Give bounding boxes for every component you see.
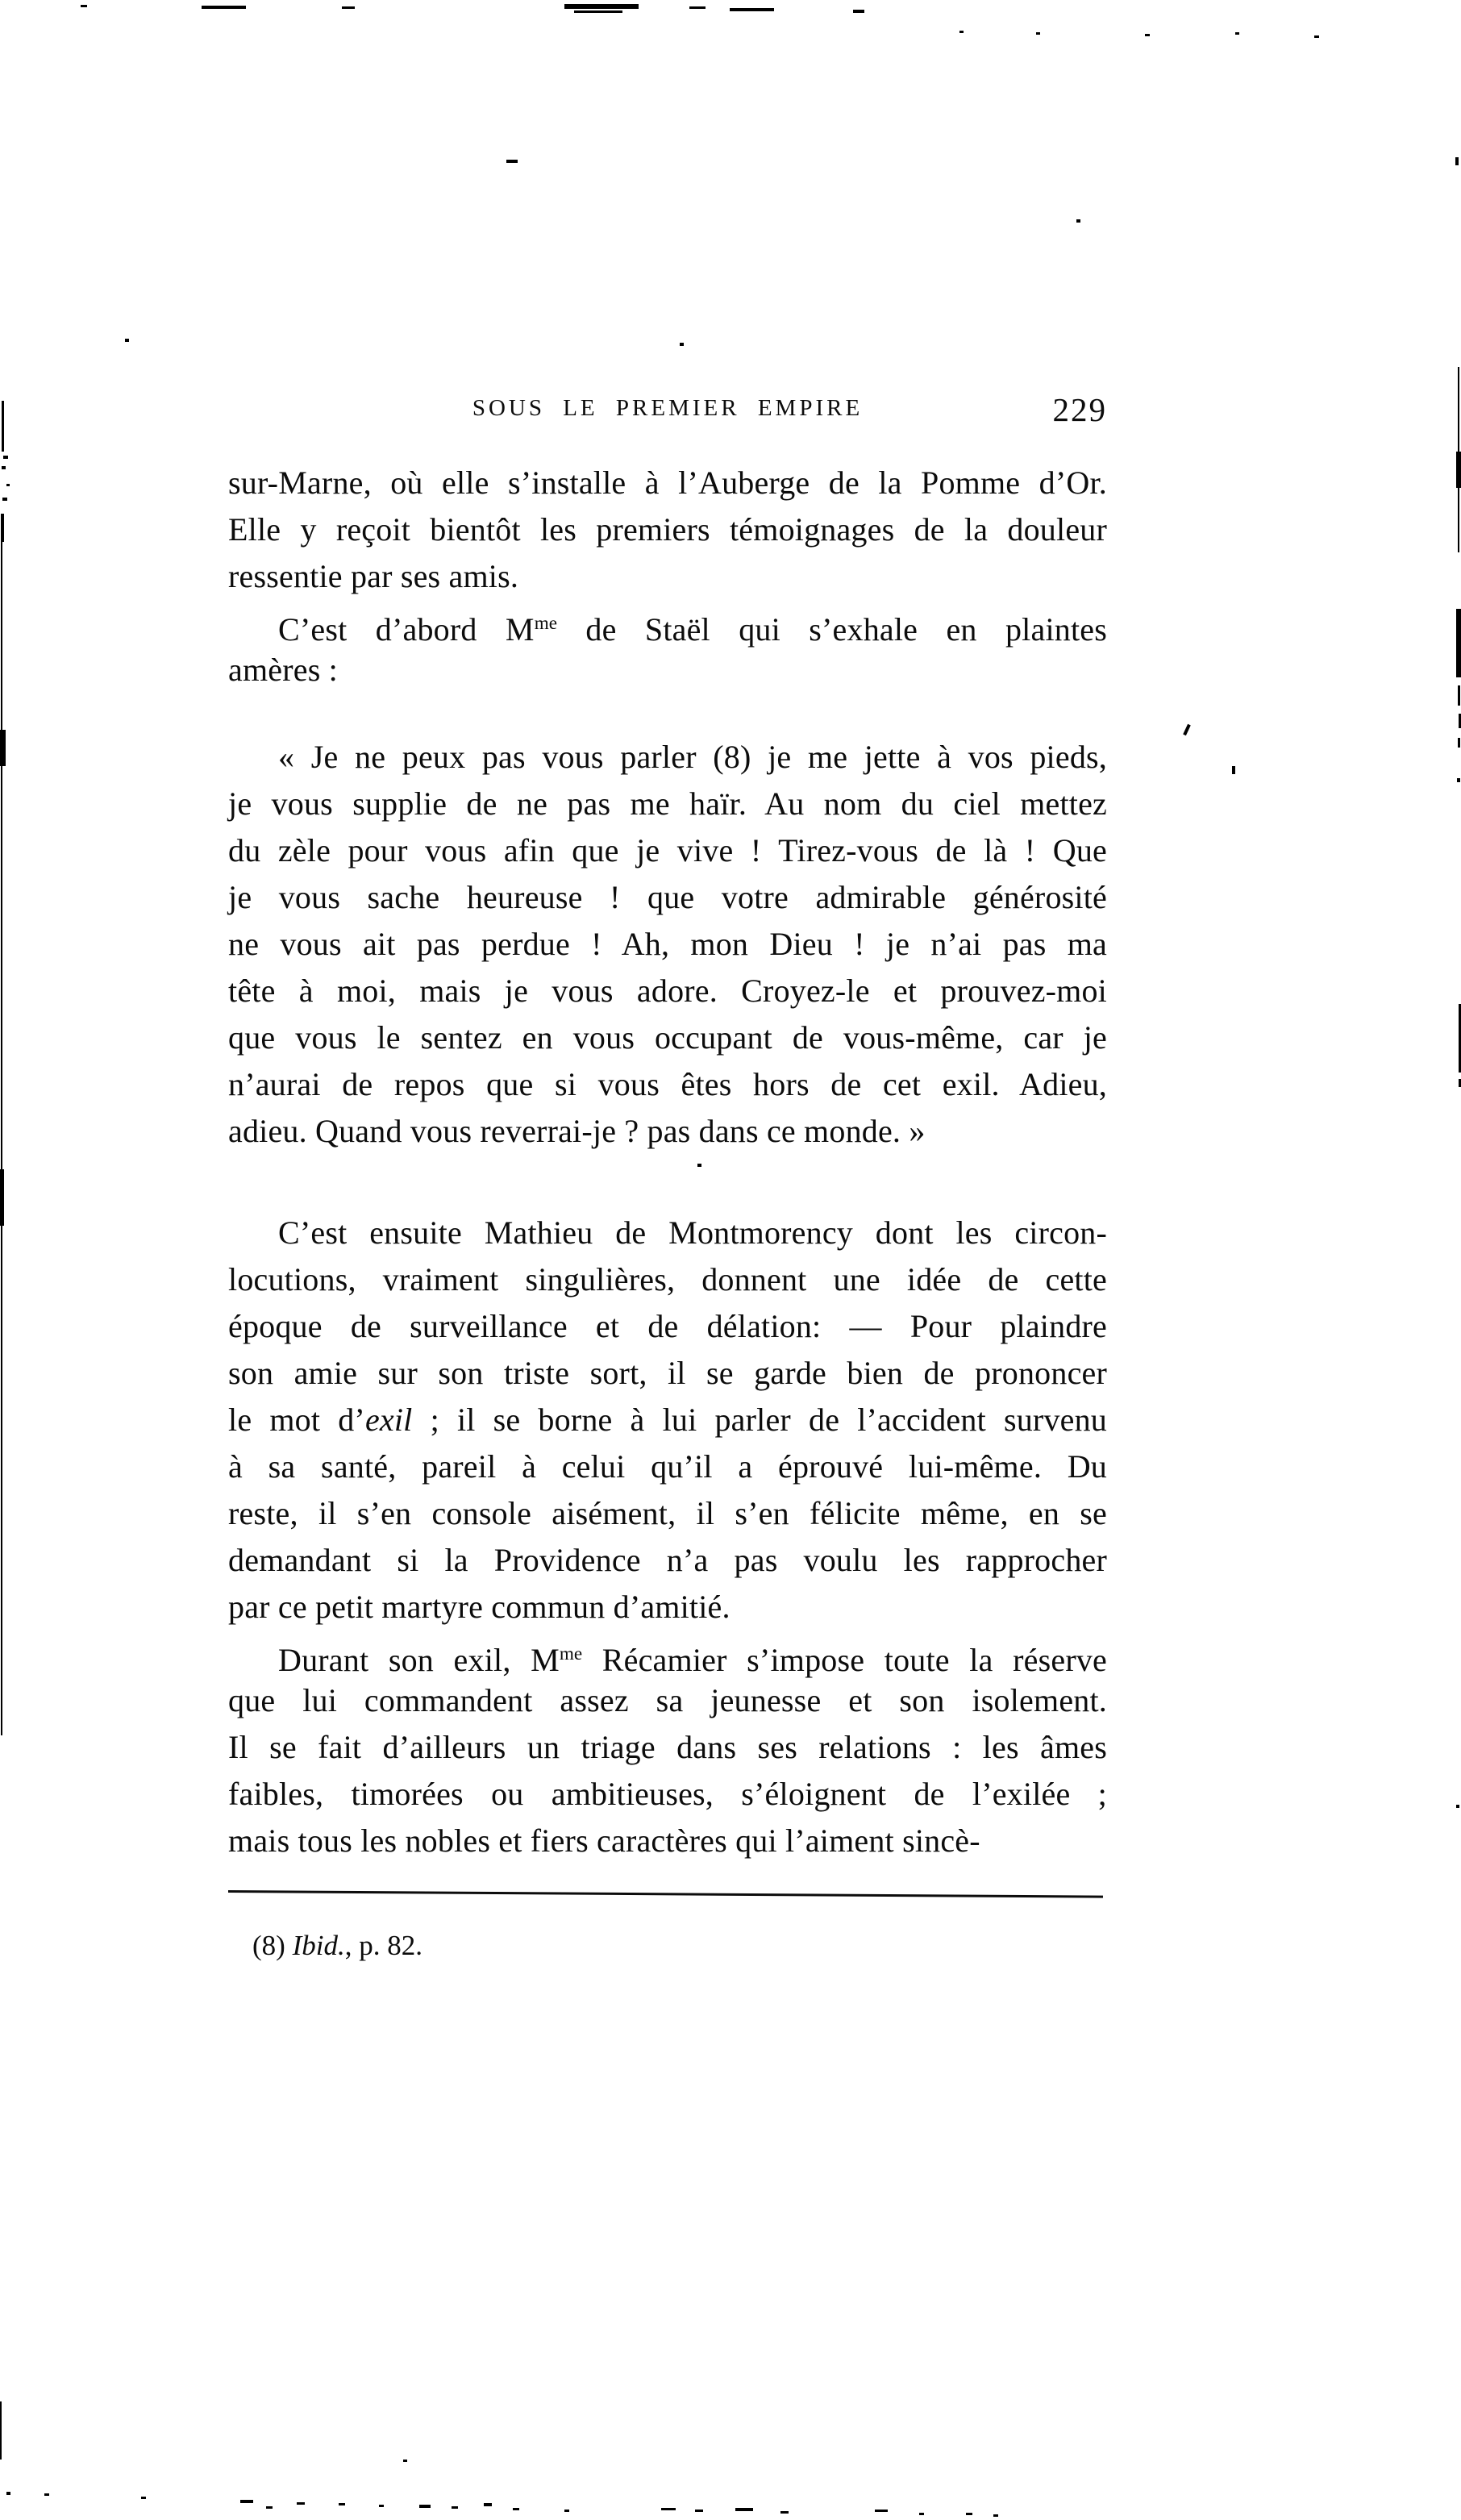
scan-artifact [0,2401,2,2460]
body-text [228,460,1107,1864]
scan-artifact [240,2500,253,2503]
text-line: locutions, vraiment singulières, donnent une idée de cette [228,1261,1107,1297]
scan-artifact [506,160,518,163]
text-line: époque de surveillance et de délation: — Pour plaindre [228,1308,1107,1344]
scan-artifact [342,6,355,9]
text-line: ne vous ait pas perdue ! Ah, mon Dieu ! je n’ai pas ma [228,926,1107,962]
page-header [228,391,1107,429]
scan-artifact [680,343,684,346]
scan-artifact [695,2510,703,2512]
scan-artifact [419,2505,431,2508]
text-line: faibles, timorées ou ambitieuses, s’éloignent de l’exilée ; [228,1776,1107,1812]
text-line: amères : [228,652,338,688]
scan-artifact [6,484,10,486]
text-line: ressentie par ses amis. [228,558,519,594]
scan-artifact [513,2508,519,2510]
scan-artifact [1457,778,1460,782]
paragraph [228,600,1107,694]
scan-artifact [1076,219,1080,223]
text-line: demandant si la Providence n’a pas voulu les rapprocher [228,1542,1107,1578]
text-line: tête à moi, mais je vous adore. Croyez-le et prouvez-moi [228,973,1107,1009]
scan-artifact [1145,34,1150,36]
text-column [228,391,1107,1965]
text-line: sur-Marne, où elle s’installe à l’Auberge de la Pomme d’Or. [228,464,1107,501]
scan-artifact [1036,32,1040,35]
scan-artifact [780,2511,789,2514]
text-line: « Je ne peux pas vous parler (8) je me jette à vos pieds, [278,739,1107,775]
scan-artifact [853,10,864,13]
scan-artifact [730,8,774,11]
text-line: je vous supplie de ne pas me haïr. Au nom du ciel mettez [228,785,1107,822]
scan-artifact [564,2510,569,2512]
scan-artifact [574,10,622,13]
scan-artifact [452,2506,458,2509]
scan-artifact [403,2460,407,2462]
text-line: par ce petit martyre commun d’amitié. [228,1589,730,1625]
text-line: reste, il s’en console aisément, il s’en félicite même, en se [228,1495,1107,1531]
text-line: son amie sur son triste sort, il se garde bien de prononcer [228,1355,1107,1391]
text-line: que vous le sentez en vous occupant de vous-même, car je [228,1019,1107,1056]
text-line: que lui commandent assez sa jeunesse et son isolement. [228,1682,1107,1718]
scan-artifact [339,2503,345,2505]
footnote-separator-rule [228,1890,1103,1898]
scan-artifact [689,6,706,9]
paragraph [228,1631,1107,1864]
paragraph [228,1210,1107,1631]
scan-artifact [202,6,246,9]
scan-artifact [0,1169,4,1226]
scan-artifact [959,31,964,33]
scan-artifact [2,466,6,469]
scan-artifact [297,2502,305,2505]
scan-artifact [484,2503,492,2506]
text-line: mais tous les nobles et fiers caractères qui l’aiment sincè- [228,1822,980,1859]
scan-artifact [875,2510,888,2512]
text-line: C’est d’abord $M^{me}$ de Staël qui s’exhale en plaintes [278,611,1107,648]
scan-artifact [0,730,6,766]
text-line: le mot d’exil ; il se borne à lui parler de l’accident survenu [228,1402,1107,1438]
text-line: adieu. Quand vous reverrai-je ? pas dans ce monde. » [228,1113,926,1149]
scan-artifact [1456,452,1461,488]
scan-artifact [2,401,4,452]
scan-artifact [2,498,7,501]
scan-artifact [1232,766,1235,774]
scan-artifact [661,2508,676,2510]
scan-artifact [735,2508,753,2511]
text-line: C’est ensuite Mathieu de Montmorency dont les circon- [278,1214,1107,1251]
scan-artifact [1,542,2,1735]
text-line: Durant son exil, $M^{me}$ Récamier s’impose toute la réserve [278,1642,1107,1678]
scan-artifact [379,2505,384,2507]
scan-artifact [564,4,639,9]
scan-artifact [966,2513,972,2515]
scan-artifact [44,2493,49,2496]
scan-artifact [1456,609,1461,677]
scan-artifact [1183,724,1191,735]
scan-artifact [1458,685,1460,706]
scan-artifact [6,2492,10,2495]
text-line: Il se fait d’ailleurs un triage dans ses relations : les âmes [228,1729,1107,1765]
text-line: du zèle pour vous afin que je vive ! Tirez-vous de là ! Que [228,832,1107,868]
page-number: 229 [1052,391,1107,428]
scan-artifact [3,456,8,459]
scan-artifact [1458,738,1460,748]
scan-artifact [81,5,87,7]
scan-artifact [1455,157,1459,165]
running-title: SOUS LE PREMIER EMPIRE [472,395,864,421]
scan-artifact [1,514,4,542]
scan-artifact [125,339,129,342]
text-line: je vous sache heureuse ! que votre admirable générosité [228,879,1107,915]
blockquote-paragraph [228,734,1107,1155]
paragraph [228,460,1107,600]
text-line: n’aurai de repos que si vous êtes hors de cet exil. Adieu, [228,1066,1107,1102]
footnote: (8) Ibid., p. 82. [252,1930,422,1961]
scan-artifact [993,2514,998,2517]
scan-artifact [1314,35,1319,38]
scan-artifact [1456,1805,1459,1808]
text-line: Elle y reçoit bientôt les premiers témoignages de la douleur [228,511,1107,548]
scan-artifact [919,2513,924,2515]
scan-artifact [141,2497,146,2499]
text-line: à sa santé, pareil à celui qu’il a éprouvé lui-même. Du [228,1448,1107,1485]
scan-artifact [1235,32,1239,35]
scan-artifact [266,2506,273,2509]
